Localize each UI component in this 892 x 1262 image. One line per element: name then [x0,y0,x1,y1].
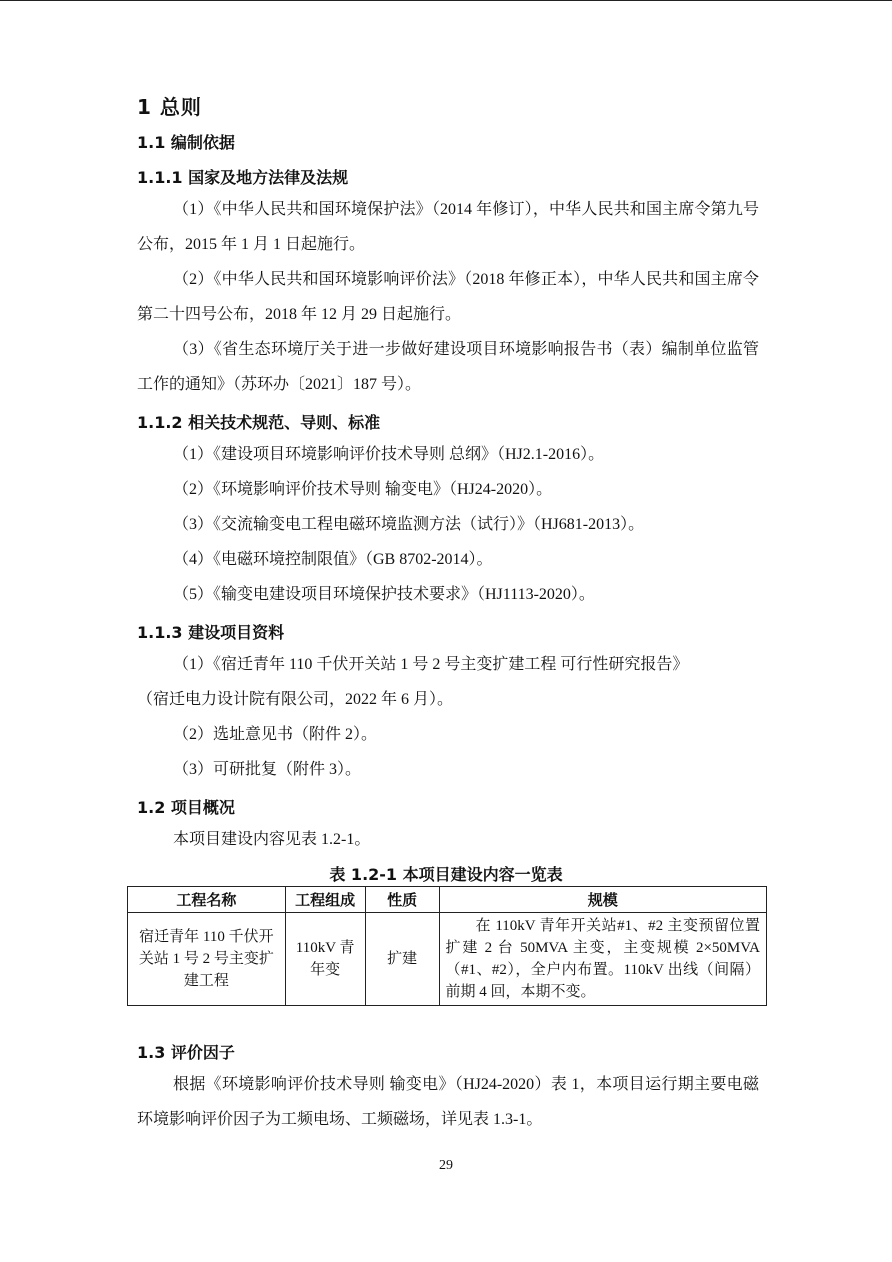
header-nature: 性质 [365,887,439,913]
section-title-1-3: 1.3 评价因子 [137,1043,235,1062]
standard-item-5: （5）《输变电建设项目环境保护技术要求》（HJ1113-2020）。 [173,586,595,603]
header-name: 工程名称 [128,887,286,913]
section-title-1-1-3: 1.1.3 建设项目资料 [137,623,285,642]
table-caption: 表 1.2-1 本项目建设内容一览表 [329,865,563,884]
law-item-2: （2）《中华人民共和国环境影响评价法》（2018 年修正本），中华人民共和国主席令第二十四号公布，2018 年 12 月 29 日起施行。 [137,271,759,323]
project-table [127,886,767,1006]
header-composition: 工程组成 [285,887,365,913]
standard-item-4: （4）《电磁环境控制限值》（GB 8702-2014）。 [173,551,493,568]
section-title-1-1-1: 1.1.1 国家及地方法律及法规 [137,168,349,187]
project-doc-item-3: （3）可研批复（附件 3）。 [173,761,362,778]
header-scale: 规模 [439,887,766,913]
section-title-1-2: 1.2 项目概况 [137,798,235,817]
standard-item-1: （1）《建设项目环境影响评价技术导则 总纲》（HJ2.1-2016）。 [173,446,605,463]
table-row [128,913,767,1006]
chapter-title: 1 总则 [137,95,202,119]
cell-scale: 在 110kV 青年开关站#1、#2 主变预留位置扩建 2 台 50MVA 主变，主变规模 2×50MVA（#1、#2），全户内布置。110kV 出线（间隔）前期 4 回，本期不变。 [439,913,766,1006]
project-doc-item-1-cont: （宿迁电力设计院有限公司，2022 年 6 月）。 [137,691,454,708]
law-item-3: （3）《省生态环境厅关于进一步做好建设项目环境影响报告书（表）编制单位监管工作的通知》（苏环办〔2021〕187 号）。 [137,341,759,393]
cell-composition: 110kV 青年变 [285,913,365,1006]
section-title-1-1: 1.1 编制依据 [137,133,235,152]
table-header-row [128,887,767,913]
standard-item-3: （3）《交流输变电工程电磁环境监测方法（试行）》（HJ681-2013）。 [173,516,645,533]
project-intro: 本项目建设内容见表 1.2-1。 [173,831,371,848]
page-number: 29 [439,1158,453,1173]
standard-item-2: （2）《环境影响评价技术导则 输变电》（HJ24-2020）。 [173,481,553,498]
project-doc-item-2: （2）选址意见书（附件 2）。 [173,726,378,743]
cell-nature: 扩建 [365,913,439,1006]
law-item-1: （1）《中华人民共和国环境保护法》（2014 年修订），中华人民共和国主席令第九号公布，2015 年 1 月 1 日起施行。 [137,201,759,253]
project-doc-item-1: （1）《宿迁青年 110 千伏开关站 1 号 2 号主变扩建工程 可行性研究报告》 [173,656,689,673]
factor-paragraph: 根据《环境影响评价技术导则 输变电》（HJ24-2020）表 1，本项目运行期主要电磁环境影响评价因子为工频电场、工频磁场，详见表 1.3-1。 [137,1076,759,1128]
section-title-1-1-2: 1.1.2 相关技术规范、导则、标准 [137,413,381,432]
cell-name: 宿迁青年 110 千伏开关站 1 号 2 号主变扩建工程 [128,913,286,1006]
